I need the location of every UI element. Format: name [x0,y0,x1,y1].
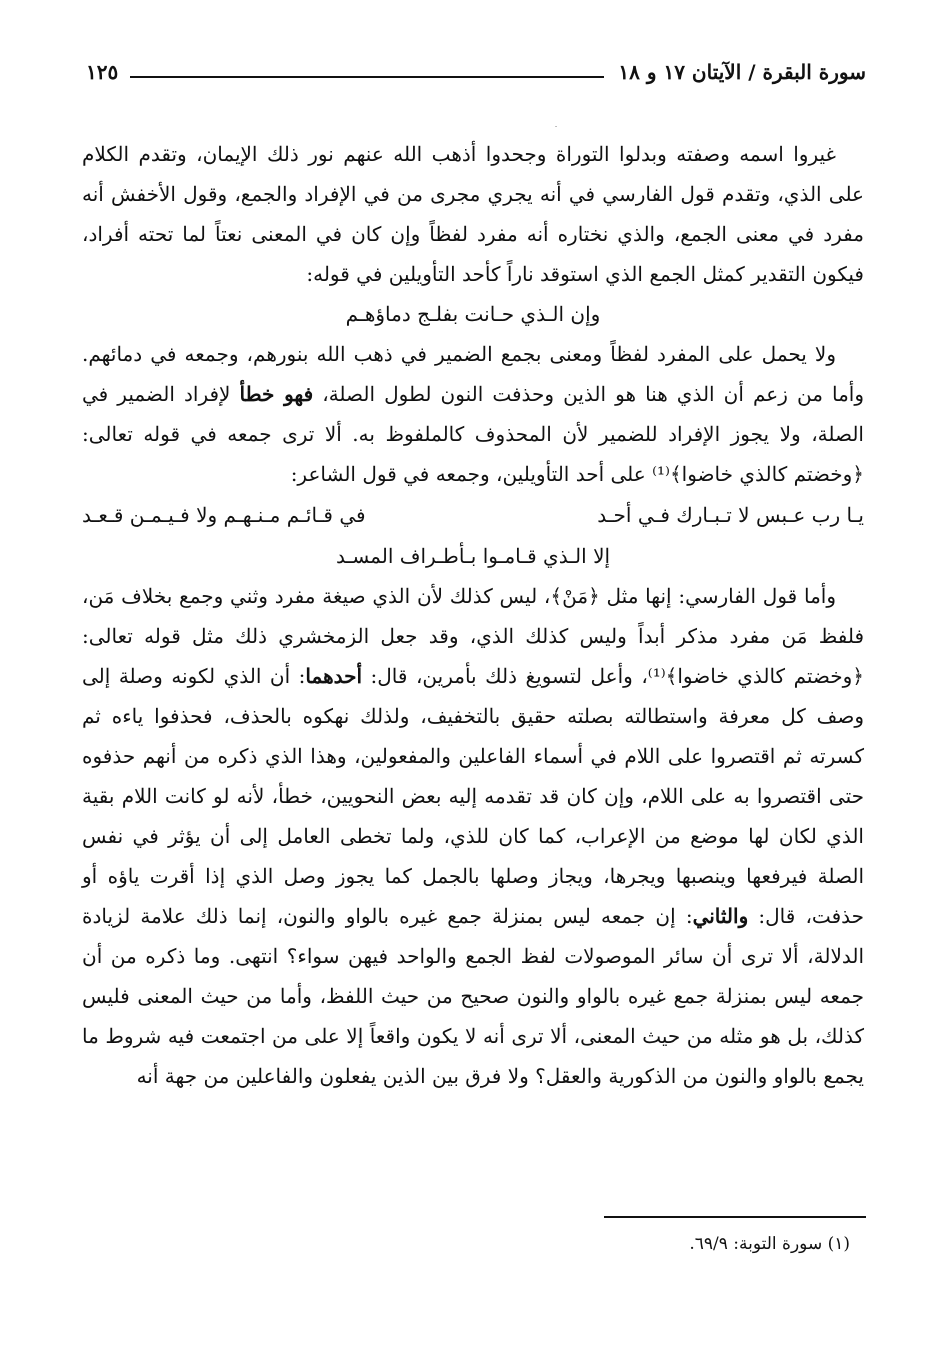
footnote: (١) سورة التوبة: ٦٩/٩. [689,1234,850,1254]
poem-hemistich-right: يـا رب عـبس لا تـبـارك فـي أحـد [597,503,864,527]
main-text [82,134,864,1096]
footnote-rule [604,1216,866,1218]
paragraph-2-bold: فهو خطأ [239,382,314,406]
paragraph-2-part-c: لإفراد الضمير في الصلة، ولا يجوز الإفراد للضمير لأن المحذوف كالملفوظ به. ألا ترى جمعه في قوله تعالى: ﴿وخضتم كالذي خاضوا﴾⁽¹⁾ على أحد التأويلين، وجمعه في قول الشاعر: [82,382,864,486]
paragraph-2-part-a: ولا يحمل على المفرد لفظاً ومعنى بجمع الضمير في ذهب الله بنورهم، وجمعه في دمائهم. وأما من زعم أن الذي هنا هو الذين وحذفت النون لطول الصلة، [82,342,864,406]
poem-second-verse: إلا الـذي قـامـوا بـأطـراف المسـد [335,544,611,568]
page-header [86,56,866,92]
paragraph-3-bold-first: أحدهما [305,664,363,688]
page-number: ١٢٥ [86,60,119,84]
poem-couplet-row [82,494,864,536]
surah-heading: سورة البقرة / الآيتان ١٧ و ١٨ [618,60,866,84]
paragraph-3-bold-second: والثاني [692,904,749,928]
paragraph-3-part-e: : إن جمعه ليس بمنزلة جمع غيره بالواو والنون، إنما ذلك علامة لزيادة الدلالة، ألا ترى أن سائر الموصولات لفظ الجمع والواحد فيهن سواء؟ انتهى. وما ذكره من أن جمعه ليس بمنزلة جمع غيره بالواو والنون صحيح من حيث اللفظ، وأما من حيث المعنى فليس كذلك، بل هو مثله من حيث المعنى، ألا ترى أنه لا يكون واقعاً إلا على من اجتمعت فيه شروط ما يجمع بالواو والنون من الذكورية والعقل؟ ولا فرق بين الذين يفعلون والفاعلين من جهة أنه [82,904,864,1088]
paragraph-3 [82,576,864,1096]
paragraph-3-part-c: : أن الذي لكونه وصلة إلى وصف كل معرفة واستطالته بصلته حقيق بالتخفيف، ولذلك نهكوه بالحذف، فحذفوا ياءه ثم كسرته ثم اقتصروا على اللام في أسماء الفاعلين والمفعولين، وهذا الذي ذكره من أنهم حذفوه حتى اقتصروا به على اللام، وإن كان قد تقدمه إليه بعض النحويين، خطأ، لأنه لو كانت اللام بقية الذي لكان لها موضع من الإعراب، كما كان للذي، ولما تخطى العامل إلى أن يؤثر في نفس الصلة فيرفعها وينصبها ويجرها، ويجاز وصلها بالجمل كما يجوز وصل الذي إذا أقرت ياؤه أو حذفت، قال: [82,664,865,928]
paragraph-3-part-a: وأما قول الفارسي: إنها مثل ﴿مَنْ﴾، ليس كذلك لأن الذي صيغة مفرد وثني وجمع بخلاف مَن، فلفظ مَن مفرد مذكر أبداً وليس كذلك الذي، وقد جعل الزمخشري ذلك مثل قوله تعالى: ﴿وخضتم كالذي خاضوا﴾⁽¹⁾، وأعل لتسويغ ذلك بأمرين، قال: [82,584,865,688]
poem-couplet [82,494,864,576]
paragraph-2 [82,334,864,494]
paragraph-1: غيروا اسمه وصفته وبدلوا التوراة وجحدوا أذهب الله عنهم نور ذلك الإيمان، وتقدم الكلام على الذي، وتقدم قول الفارسي في أنه يجري مجرى من في الإفراد والجمع، وقول الأخفش أنه مفرد في معنى الجمع، والذي نختاره أنه مفرد لفظاً وإن كان في المعنى نعتاً لما تحته أفراد، فيكون التقدير كمثل الجمع الذي استوقد ناراً كأحد التأويلين في قوله: [82,142,864,286]
poem-hemistich-left: في قـائـم مـنـهـم ولا فـيـمـن قـعـد [82,503,366,527]
header-rule [130,76,604,78]
verse-line: وإن الـذي حـانت بفلـج دماؤهـم [345,302,601,326]
